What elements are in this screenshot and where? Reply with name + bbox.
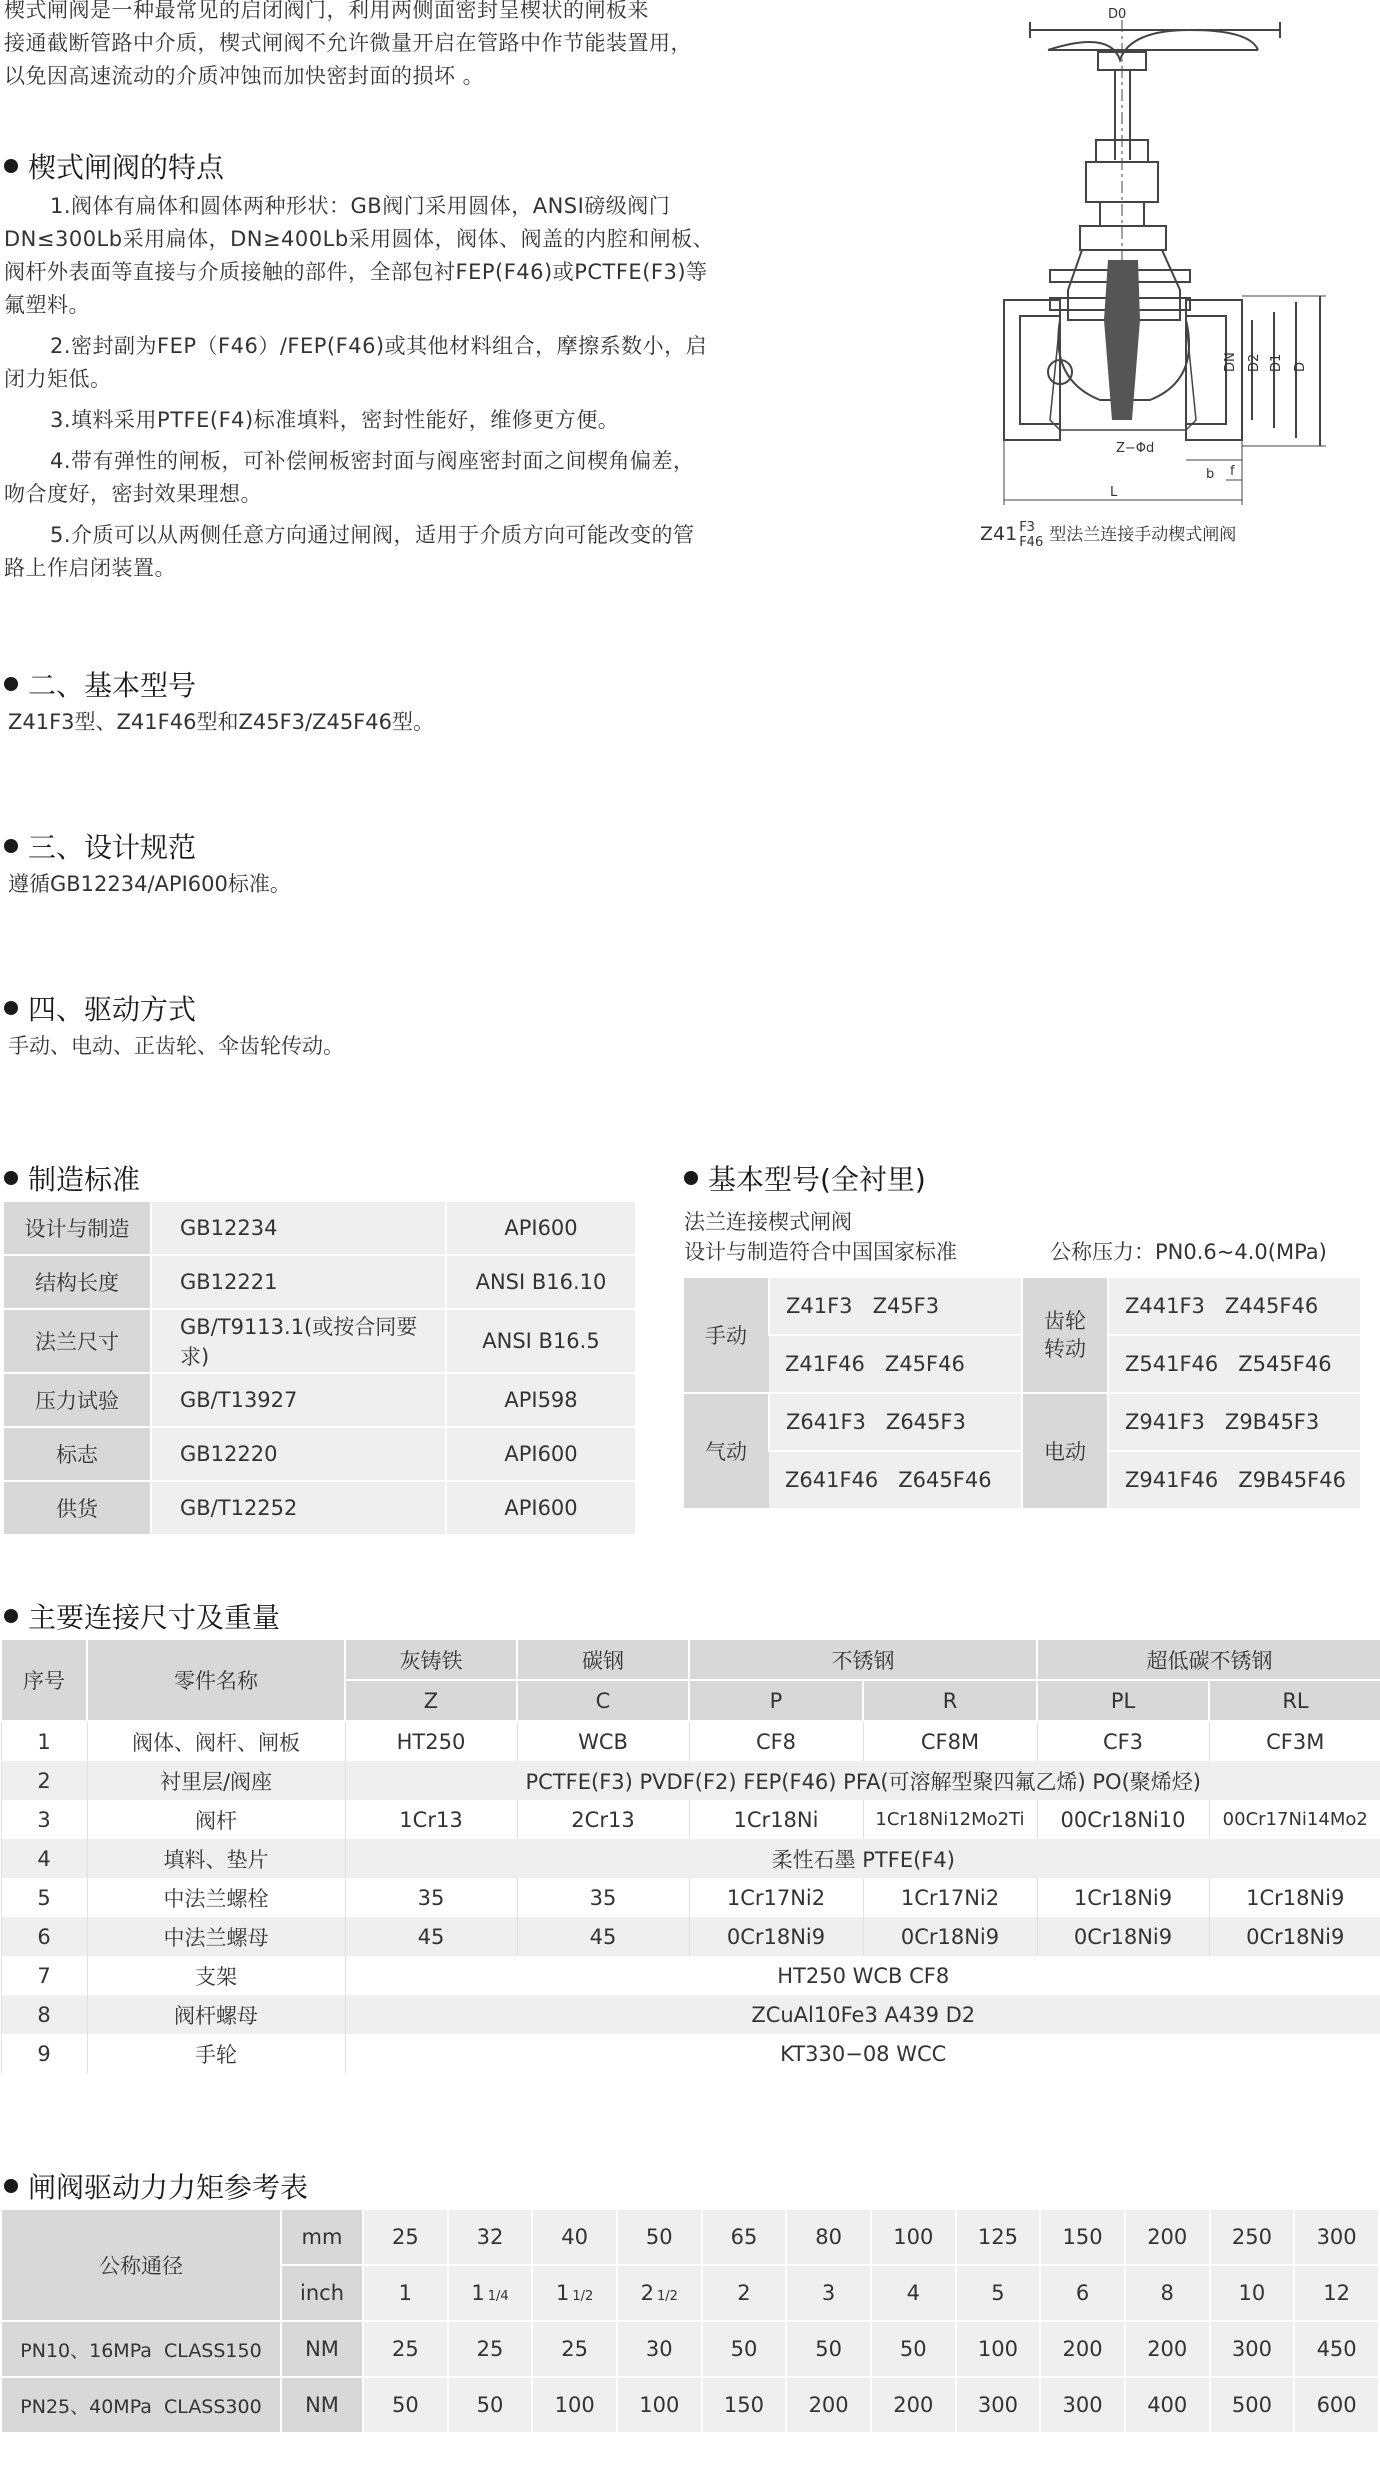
torque-inch	[702, 2265, 787, 2321]
standard-key: 结构长度	[4, 1255, 151, 1309]
torque-unit: NM	[281, 2377, 363, 2433]
caption-sub: F46	[1019, 535, 1044, 550]
torque-inch	[1125, 2265, 1210, 2321]
torque-value: 200	[1125, 2321, 1210, 2377]
torque-value: 200	[786, 2377, 871, 2433]
torque-value: 400	[1125, 2377, 1210, 2433]
models-electric: 电动	[1022, 1393, 1108, 1508]
section3-title: 三、设计规范	[28, 831, 197, 864]
caption-sup: F3	[1019, 520, 1035, 535]
feature-line: 闭力矩低。	[4, 367, 112, 391]
gate-valve-drawing	[990, 0, 1380, 560]
material-part: 手轮	[87, 2034, 345, 2073]
section4-heading	[4, 988, 196, 1028]
material-no: 8	[1, 1995, 87, 2034]
torque-value: 50	[702, 2321, 787, 2377]
material-cell: 0Cr18Ni9	[1209, 1917, 1380, 1956]
torque-inch-value: 5	[991, 2281, 1005, 2305]
feature-line: 氟塑料。	[4, 293, 90, 317]
torque-value: 25	[363, 2321, 448, 2377]
table-row	[1, 1839, 1380, 1878]
torque-inch-fraction: 1/4	[487, 2289, 509, 2304]
torque-value: 450	[1294, 2321, 1379, 2377]
caption-suffix: 型法兰连接手动楔式闸阀	[1049, 525, 1237, 545]
section4-text: 手动、电动、正齿轮、伞齿轮传动。	[8, 1034, 344, 1058]
torque-inch-label: inch	[281, 2265, 363, 2321]
material-span: HT250 WCB CF8	[345, 1956, 1380, 1995]
torque-value: 150	[702, 2377, 787, 2433]
torque-mm: 300	[1294, 2209, 1379, 2265]
models-cell: Z941F46 Z9B45F46	[1108, 1451, 1360, 1508]
features-title: 楔式闸阀的特点	[28, 151, 225, 184]
standard-key: 供货	[4, 1481, 151, 1534]
material-cell: 1Cr18Ni9	[1209, 1878, 1380, 1917]
material-cell: CF3M	[1209, 1721, 1380, 1761]
models-title: 基本型号(全衬里)	[708, 1163, 926, 1196]
feature-line: 路上作启闭装置。	[4, 556, 176, 580]
models-pressure: 公称压力：PN0.6~4.0(MPa)	[1050, 1240, 1327, 1264]
material-cell: 0Cr18Ni9	[1037, 1917, 1209, 1956]
torque-row-label: PN25、40MPa CLASS300	[1, 2377, 281, 2433]
torque-value: 300	[1040, 2377, 1125, 2433]
models-pneumatic: 气动	[684, 1393, 769, 1508]
models-gear: 齿轮 转动	[1022, 1278, 1108, 1393]
torque-nominal: 公称通径	[1, 2209, 281, 2321]
torque-table	[0, 2208, 1380, 2434]
section3-text: 遵循GB12234/API600标准。	[8, 872, 291, 896]
torque-value: 200	[1040, 2321, 1125, 2377]
feature-line: 阀杆外表面等直接与介质接触的部件，全部包衬FEP(F46)或PCTFE(F3)等	[4, 260, 708, 284]
table-row	[1, 1721, 1380, 1761]
bullet-icon	[4, 159, 18, 173]
material-cell: 1Cr18Ni12Mo2Ti	[863, 1800, 1037, 1839]
material-part: 阀体、阀杆、闸板	[87, 1721, 345, 1761]
material-part: 衬里层/阀座	[87, 1761, 345, 1800]
torque-inch-fraction: 1/2	[657, 2289, 678, 2304]
material-cell: 35	[517, 1878, 689, 1917]
feature-line: 4.带有弹性的闸板，可补偿闸板密封面与阀座密封面之间楔角偏差，	[50, 449, 695, 473]
material-cell: CF8	[689, 1721, 863, 1761]
models-line2: 设计与制造符合中国国家标准	[684, 1240, 957, 1264]
torque-inch-value: 8	[1160, 2281, 1174, 2305]
torque-inch-value: 1	[471, 2281, 485, 2305]
torque-inch	[1210, 2265, 1295, 2321]
label-b: b	[1206, 467, 1215, 482]
standard-key: 压力试验	[4, 1373, 151, 1427]
standard-gb: GB/T12252	[151, 1481, 446, 1534]
label-f: f	[1230, 464, 1235, 479]
material-part: 中法兰螺母	[87, 1917, 345, 1956]
section3-heading	[4, 826, 196, 866]
material-no: 1	[1, 1721, 87, 1761]
table-row	[1, 2209, 1379, 2265]
standard-gb: GB12221	[151, 1255, 446, 1309]
standard-api: API598	[446, 1373, 635, 1427]
intro-line: 以免因高速流动的介质冲蚀而加快密封面的损坏 。	[4, 64, 485, 88]
torque-inch	[786, 2265, 871, 2321]
table-row	[1, 2377, 1379, 2433]
header-group: 超低碳不锈钢	[1037, 1640, 1380, 1680]
models-line1: 法兰连接楔式闸阀	[684, 1210, 852, 1234]
section4-title: 四、驱动方式	[28, 993, 197, 1026]
torque-inch	[532, 2265, 617, 2321]
standard-api: ANSI B16.5	[446, 1309, 635, 1373]
standards-table	[4, 1202, 635, 1534]
material-cell: 1Cr18Ni9	[1037, 1878, 1209, 1917]
material-cell: WCB	[517, 1721, 689, 1761]
intro-line: 接通截断管路中介质，楔式闸阀不允许微量开启在管路中作节能装置用，	[4, 31, 692, 55]
models-cell: Z41F3 Z45F3	[769, 1278, 1022, 1335]
material-cell: 45	[517, 1917, 689, 1956]
standard-api: API600	[446, 1202, 635, 1255]
torque-mm: 40	[532, 2209, 617, 2265]
torque-value: 50	[871, 2321, 956, 2377]
torque-value: 25	[448, 2321, 533, 2377]
caption-material	[1019, 520, 1043, 550]
torque-mm: 50	[617, 2209, 702, 2265]
standard-api: API600	[446, 1427, 635, 1481]
torque-value: 50	[363, 2377, 448, 2433]
label-d: D	[1293, 361, 1308, 372]
torque-value: 100	[532, 2377, 617, 2433]
feature-line: DN≤300Lb采用扁体，DN≥400Lb采用圆体，阀体、阀盖的内腔和闸板、	[4, 227, 715, 251]
header-group: 灰铸铁	[345, 1640, 517, 1680]
bullet-icon	[4, 2179, 18, 2193]
table-row	[1, 1917, 1380, 1956]
torque-mm: 80	[786, 2209, 871, 2265]
intro-line: 楔式闸阀是一种最常见的启闭阀门，利用两侧面密封呈楔状的闸板来	[4, 0, 649, 22]
torque-inch	[871, 2265, 956, 2321]
torque-inch	[1294, 2265, 1379, 2321]
torque-heading	[4, 2166, 308, 2206]
header-code: RL	[1209, 1680, 1380, 1721]
material-cell: 35	[345, 1878, 517, 1917]
torque-value: 30	[617, 2321, 702, 2377]
torque-inch-value: 1	[398, 2281, 413, 2305]
feature-line: 1.阀体有扁体和圆体两种形状：GB阀门采用圆体，ANSI磅级阀门	[50, 194, 671, 218]
table-row	[4, 1255, 635, 1309]
intro-paragraph	[4, 0, 764, 93]
material-cell: 2Cr13	[517, 1800, 689, 1839]
material-cell: 45	[345, 1917, 517, 1956]
torque-value: 25	[532, 2321, 617, 2377]
material-no: 6	[1, 1917, 87, 1956]
table-row	[1, 1800, 1380, 1839]
material-cell: 1Cr18Ni	[689, 1800, 863, 1839]
torque-inch	[1040, 2265, 1125, 2321]
material-cell: 00Cr17Ni14Mo2	[1209, 1800, 1380, 1839]
material-no: 9	[1, 2034, 87, 2073]
label-zphid: Z−Φd	[1116, 441, 1155, 456]
torque-value: 100	[617, 2377, 702, 2433]
torque-mm: 65	[702, 2209, 787, 2265]
label-d1: D1	[1269, 353, 1284, 372]
header-code: C	[517, 1680, 689, 1721]
table-row	[1, 2034, 1380, 2073]
material-cell: 1Cr17Ni2	[863, 1878, 1037, 1917]
torque-inch-value: 6	[1075, 2281, 1090, 2305]
materials-table	[0, 1640, 1380, 2073]
torque-value: 500	[1210, 2377, 1295, 2433]
torque-mm: 32	[448, 2209, 533, 2265]
material-cell: 00Cr18Ni10	[1037, 1800, 1209, 1839]
torque-value: 300	[1210, 2321, 1295, 2377]
table-row	[4, 1309, 635, 1373]
bullet-icon	[4, 839, 18, 853]
torque-inch-value: 2	[640, 2281, 655, 2305]
material-span: PCTFE(F3) PVDF(F2) FEP(F46) PFA(可溶解型聚四氟乙烯) PO(聚烯烃)	[345, 1761, 1380, 1800]
torque-inch-value: 12	[1323, 2281, 1350, 2305]
torque-unit: NM	[281, 2321, 363, 2377]
models-cell: Z641F3 Z645F3	[769, 1393, 1022, 1451]
label-l: L	[1110, 485, 1118, 500]
table-row	[1, 1761, 1380, 1800]
caption-prefix: Z41	[980, 523, 1018, 545]
models-heading	[684, 1158, 926, 1198]
torque-inch	[363, 2265, 448, 2321]
standard-api: API600	[446, 1481, 635, 1534]
features-list	[4, 190, 774, 585]
material-span: KT330−08 WCC	[345, 2034, 1380, 2073]
torque-value: 200	[871, 2377, 956, 2433]
header-code: R	[863, 1680, 1037, 1721]
material-no: 5	[1, 1878, 87, 1917]
torque-value: 600	[1294, 2377, 1379, 2433]
feature-line: 吻合度好，密封效果理想。	[4, 482, 262, 506]
material-no: 7	[1, 1956, 87, 1995]
materials-heading	[4, 1596, 280, 1636]
standard-gb: GB/T9113.1(或按合同要求)	[151, 1309, 446, 1373]
standard-api: ANSI B16.10	[446, 1255, 635, 1309]
standard-key: 法兰尺寸	[4, 1309, 151, 1373]
material-no: 4	[1, 1839, 87, 1878]
models-cell: Z541F46 Z545F46	[1108, 1335, 1360, 1393]
standard-gb: GB12234	[151, 1202, 446, 1255]
material-span: 柔性石墨 PTFE(F4)	[345, 1839, 1380, 1878]
materials-title: 主要连接尺寸及重量	[28, 1601, 281, 1634]
features-heading	[4, 146, 224, 186]
material-cell: CF3	[1037, 1721, 1209, 1761]
table-row	[1, 1956, 1380, 1995]
label-d2: D2	[1247, 353, 1262, 372]
header-code: P	[689, 1680, 863, 1721]
standard-key: 设计与制造	[4, 1202, 151, 1255]
torque-mm: 25	[363, 2209, 448, 2265]
models-manual: 手动	[684, 1278, 769, 1393]
bullet-icon	[4, 1171, 18, 1185]
material-part: 填料、垫片	[87, 1839, 345, 1878]
table-row	[4, 1481, 635, 1534]
material-cell: 0Cr18Ni9	[863, 1917, 1037, 1956]
material-part: 支架	[87, 1956, 345, 1995]
torque-inch	[448, 2265, 533, 2321]
models-table	[684, 1278, 1360, 1508]
header-group: 不锈钢	[689, 1640, 1037, 1680]
header-code: Z	[345, 1680, 517, 1721]
torque-value: 300	[956, 2377, 1041, 2433]
header-group: 碳钢	[517, 1640, 689, 1680]
bullet-icon	[4, 1001, 18, 1015]
torque-value: 50	[448, 2377, 533, 2433]
standards-heading	[4, 1158, 140, 1198]
table-row	[1, 1995, 1380, 2034]
section2-text: Z41F3型、Z41F46型和Z45F3/Z45F46型。	[8, 710, 434, 734]
torque-inch-fraction: 1/2	[572, 2289, 594, 2304]
header-no: 序号	[1, 1640, 87, 1721]
table-row	[4, 1373, 635, 1427]
feature-line: 2.密封副为FEP（F46）/FEP(F46)或其他材料组合，摩擦系数小，启	[50, 334, 708, 358]
standards-title: 制造标准	[28, 1163, 141, 1196]
torque-inch-value: 1	[555, 2281, 570, 2305]
material-cell: CF8M	[863, 1721, 1037, 1761]
material-part: 阀杆	[87, 1800, 345, 1839]
material-cell: 0Cr18Ni9	[689, 1917, 863, 1956]
feature-line: 5.介质可以从两侧任意方向通过闸阀，适用于介质方向可能改变的管	[50, 523, 695, 547]
feature-line: 3.填料采用PTFE(F4)标准填料，密封性能好，维修更方便。	[50, 408, 620, 432]
models-cell: Z941F3 Z9B45F3	[1108, 1393, 1360, 1451]
torque-mm: 125	[956, 2209, 1041, 2265]
material-no: 3	[1, 1800, 87, 1839]
torque-row-label: PN10、16MPa CLASS150	[1, 2321, 281, 2377]
material-part: 中法兰螺栓	[87, 1878, 345, 1917]
header-part: 零件名称	[87, 1640, 345, 1721]
bullet-icon	[4, 677, 18, 691]
header-code: PL	[1037, 1680, 1209, 1721]
torque-mm: 200	[1125, 2209, 1210, 2265]
torque-inch	[956, 2265, 1041, 2321]
material-no: 2	[1, 1761, 87, 1800]
bullet-icon	[4, 1609, 18, 1623]
torque-inch-value: 4	[906, 2281, 920, 2305]
standard-key: 标志	[4, 1427, 151, 1481]
bullet-icon	[684, 1171, 698, 1185]
table-row	[4, 1427, 635, 1481]
table-row	[4, 1202, 635, 1255]
torque-mm: 100	[871, 2209, 956, 2265]
torque-mm: 250	[1210, 2209, 1295, 2265]
label-dn: DN	[1223, 352, 1238, 372]
figure-caption	[980, 520, 1236, 550]
torque-inch-value: 2	[737, 2281, 751, 2305]
standard-gb: GB12220	[151, 1427, 446, 1481]
models-cell: Z441F3 Z445F46	[1108, 1278, 1360, 1335]
section2-heading	[4, 664, 196, 704]
torque-inch-value: 10	[1238, 2281, 1266, 2305]
table-row	[1, 2321, 1379, 2377]
label-d0: D0	[1108, 7, 1127, 22]
torque-value: 100	[956, 2321, 1041, 2377]
torque-title: 闸阀驱动力力矩参考表	[28, 2171, 309, 2204]
torque-mm-label: mm	[281, 2209, 363, 2265]
torque-mm: 150	[1040, 2209, 1125, 2265]
table-row	[1, 1878, 1380, 1917]
material-span: ZCuAl10Fe3 A439 D2	[345, 1995, 1380, 2034]
torque-inch	[617, 2265, 702, 2321]
models-cell: Z41F46 Z45F46	[769, 1335, 1022, 1393]
models-cell: Z641F46 Z645F46	[769, 1451, 1022, 1508]
material-cell: 1Cr13	[345, 1800, 517, 1839]
section2-title: 二、基本型号	[28, 669, 197, 702]
torque-value: 50	[786, 2321, 871, 2377]
torque-inch-value: 3	[821, 2281, 836, 2305]
material-part: 阀杆螺母	[87, 1995, 345, 2034]
standard-gb: GB/T13927	[151, 1373, 446, 1427]
material-cell: HT250	[345, 1721, 517, 1761]
material-cell: 1Cr17Ni2	[689, 1878, 863, 1917]
